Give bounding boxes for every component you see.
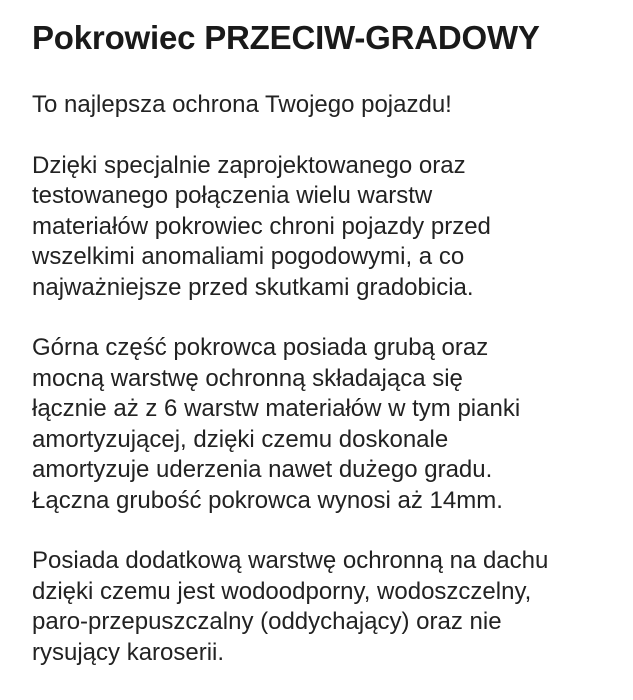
paragraph-line: materiałów pokrowiec chroni pojazdy przed	[32, 212, 491, 240]
paragraph-line: Posiada dodatkową warstwę ochronną na dachu	[32, 547, 549, 574]
paragraph-line: amortyzuje uderzenia nawet dużego gradu.	[32, 456, 493, 483]
paragraph-line: amortyzującej, dzięki czemu doskonale	[32, 425, 449, 453]
paragraph-line: rysujący karoserii.	[32, 638, 225, 666]
paragraph-line: łącznie aż z 6 warstw materiałów w tym pianki	[32, 395, 521, 422]
paragraph-line: najważniejsze przed skutkami gradobicia.	[32, 273, 474, 301]
paragraph-roof-layer	[32, 546, 607, 668]
paragraph-line: mocną warstwę ochronną składająca się	[32, 364, 463, 392]
paragraph-line: paro-przepuszczalny (oddychający) oraz nie	[32, 608, 502, 635]
intro-text: To najlepsza ochrona Twojego pojazdu!	[32, 91, 452, 118]
paragraph-line: Górna część pokrowca posiada grubą oraz	[32, 334, 489, 361]
paragraph-line: testowanego połączenia wielu warstw	[32, 182, 433, 209]
paragraph-line: dzięki czemu jest wodoodporny, wodoszczelny,	[32, 577, 532, 605]
page-title: Pokrowiec PRZECIW-GRADOWY	[32, 19, 540, 56]
paragraph-layers	[32, 333, 607, 516]
paragraph-line: Dzięki specjalnie zaprojektowanego oraz	[32, 151, 466, 179]
paragraph-protection	[32, 151, 607, 304]
paragraph-line: wszelkimi anomaliami pogodowymi, a co	[32, 243, 465, 270]
paragraph-line: Łączna grubość pokrowca wynosi aż 14mm.	[32, 486, 503, 514]
